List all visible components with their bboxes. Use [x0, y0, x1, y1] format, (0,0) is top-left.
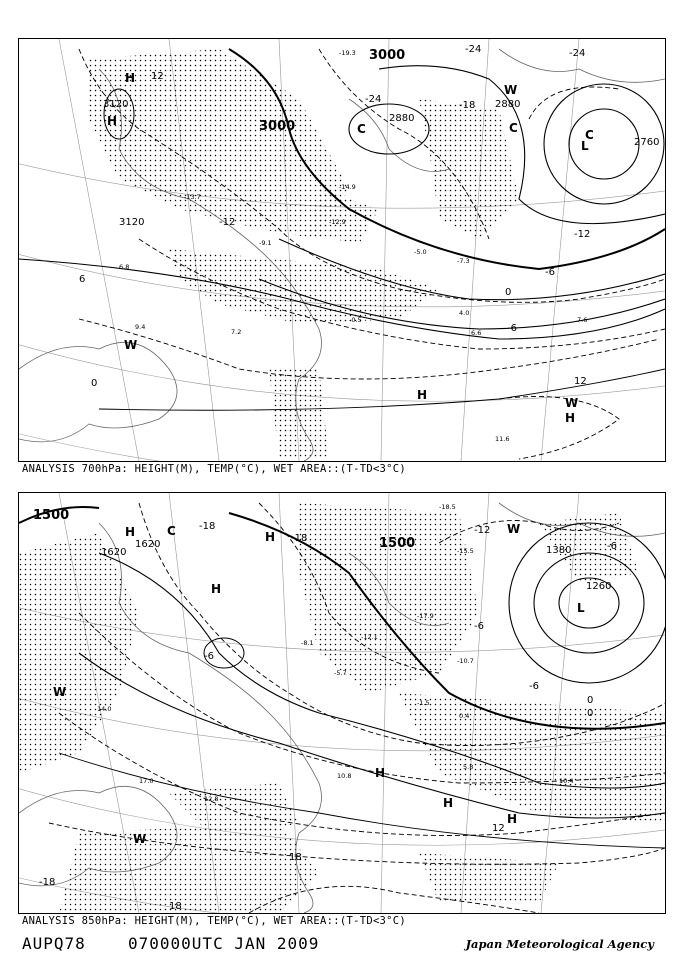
- height-label: 3000: [369, 48, 406, 63]
- height-label: 2880: [495, 99, 521, 110]
- height-label: 1500: [379, 536, 416, 551]
- station-value: -10.7: [457, 657, 474, 665]
- temp-label: -18: [291, 533, 308, 544]
- temp-label: 12: [492, 823, 505, 834]
- temp-label: 0: [587, 708, 594, 719]
- map-700hpa-canvas: [19, 39, 665, 461]
- station-value: -19.3: [339, 49, 356, 57]
- station-value: -7.3: [457, 257, 470, 265]
- station-value: 12.8: [204, 795, 219, 803]
- station-value: -12.9: [329, 218, 346, 226]
- center-marker: H: [125, 71, 136, 85]
- temp-label: 18: [289, 852, 302, 863]
- temp-label: -6: [507, 323, 517, 334]
- center-marker: C: [167, 524, 176, 538]
- station-value: -17.9: [417, 612, 434, 620]
- center-marker: H: [265, 530, 276, 544]
- panel-caption-850: ANALYSIS 850hPa: HEIGHT(M), TEMP(°C), WET AREA::(T-TD<3°C): [22, 915, 407, 927]
- map-850hpa-canvas: [19, 493, 665, 913]
- station-value: -5.7: [334, 669, 347, 677]
- center-marker: H: [443, 796, 454, 810]
- station-value: -13.7: [184, 193, 201, 201]
- center-marker: H: [375, 766, 386, 780]
- station-value: -5.0: [414, 248, 427, 256]
- station-value: 0.4: [459, 712, 470, 720]
- station-value: 17.0: [139, 777, 154, 785]
- center-marker: C: [357, 122, 366, 136]
- station-value: -0.5: [349, 316, 362, 324]
- temp-label: -6: [204, 651, 214, 662]
- station-value: -18.5: [439, 503, 456, 511]
- station-value: 5.8: [463, 763, 474, 771]
- temp-label: 0: [505, 287, 512, 298]
- station-value: 4.0: [459, 309, 470, 317]
- map-panel-700hpa: [18, 38, 666, 462]
- wet-area-700: [89, 49, 519, 459]
- height-label: 1500: [33, 508, 70, 523]
- center-marker: H: [417, 388, 428, 402]
- center-marker: H: [507, 812, 518, 826]
- temp-label: -24: [465, 44, 482, 55]
- center-marker: H: [565, 411, 576, 425]
- temp-label: 18: [169, 901, 182, 912]
- center-marker: W: [53, 685, 67, 699]
- height-label: 1380: [546, 545, 572, 556]
- temp-label: -6: [474, 621, 484, 632]
- temp-label: -18: [199, 521, 216, 532]
- station-value: 7.6: [577, 316, 588, 324]
- center-marker: L: [577, 601, 585, 615]
- agency-credit: Japan Meteorological Agency: [465, 937, 654, 951]
- station-value: 9.4: [135, 323, 146, 331]
- temp-label: -24: [365, 94, 382, 105]
- valid-time: 070000UTC JAN 2009: [128, 934, 320, 953]
- station-value: 6.8: [119, 263, 130, 271]
- station-value: 11.6: [495, 435, 510, 443]
- center-marker: W: [124, 338, 138, 352]
- center-marker: H: [211, 582, 222, 596]
- temp-label: 12: [151, 71, 164, 82]
- station-value: -15.5: [457, 547, 474, 555]
- height-label: 1620: [101, 547, 127, 558]
- center-marker: W: [507, 522, 521, 536]
- station-value: -9.1: [259, 239, 272, 247]
- temp-label: -12: [474, 525, 491, 536]
- temp-label: 6: [79, 274, 86, 285]
- center-marker: W: [504, 83, 518, 97]
- station-value: -14.9: [339, 183, 356, 191]
- station-value: 10.8: [337, 772, 352, 780]
- height-label: 3000: [259, 119, 296, 134]
- center-marker: W: [565, 396, 579, 410]
- height-label: 3120: [119, 217, 145, 228]
- panel-caption-700: ANALYSIS 700hPa: HEIGHT(M), TEMP(°C), WET AREA::(T-TD<3°C): [22, 463, 407, 475]
- temp-label: -12: [219, 217, 236, 228]
- center-marker: L: [581, 139, 589, 153]
- station-value: 14.0: [97, 705, 112, 713]
- map-panel-850hpa: [18, 492, 666, 914]
- station-value: -1.5: [417, 699, 430, 707]
- temp-label: -12: [574, 229, 591, 240]
- temp-label: 0: [587, 695, 594, 706]
- station-value: 10.4: [559, 777, 574, 785]
- station-value: 7.2: [231, 328, 242, 336]
- center-marker: H: [125, 525, 136, 539]
- temp-label: -6: [529, 681, 539, 692]
- height-label: 2760: [634, 137, 660, 148]
- center-marker: H: [107, 114, 118, 128]
- height-label: 1260: [586, 581, 612, 592]
- center-marker: C: [509, 121, 518, 135]
- height-label: 3120: [103, 99, 129, 110]
- center-marker: C: [585, 128, 594, 142]
- height-label: 1620: [135, 539, 161, 550]
- wet-area-850: [19, 503, 665, 913]
- station-value: -8.1: [301, 639, 314, 647]
- temp-label: 0: [91, 378, 98, 389]
- temp-label: 12: [574, 376, 587, 387]
- temp-label: -24: [569, 48, 586, 59]
- temp-label: -18: [459, 100, 476, 111]
- temp-label: -18: [39, 877, 56, 888]
- station-value: 6.6: [471, 329, 482, 337]
- temp-label: -6: [545, 267, 555, 278]
- height-label: 2880: [389, 113, 415, 124]
- center-marker: W: [133, 832, 147, 846]
- station-value: -12.1: [361, 633, 378, 641]
- chart-code: AUPQ78: [22, 934, 86, 953]
- temp-label: -6: [607, 541, 617, 552]
